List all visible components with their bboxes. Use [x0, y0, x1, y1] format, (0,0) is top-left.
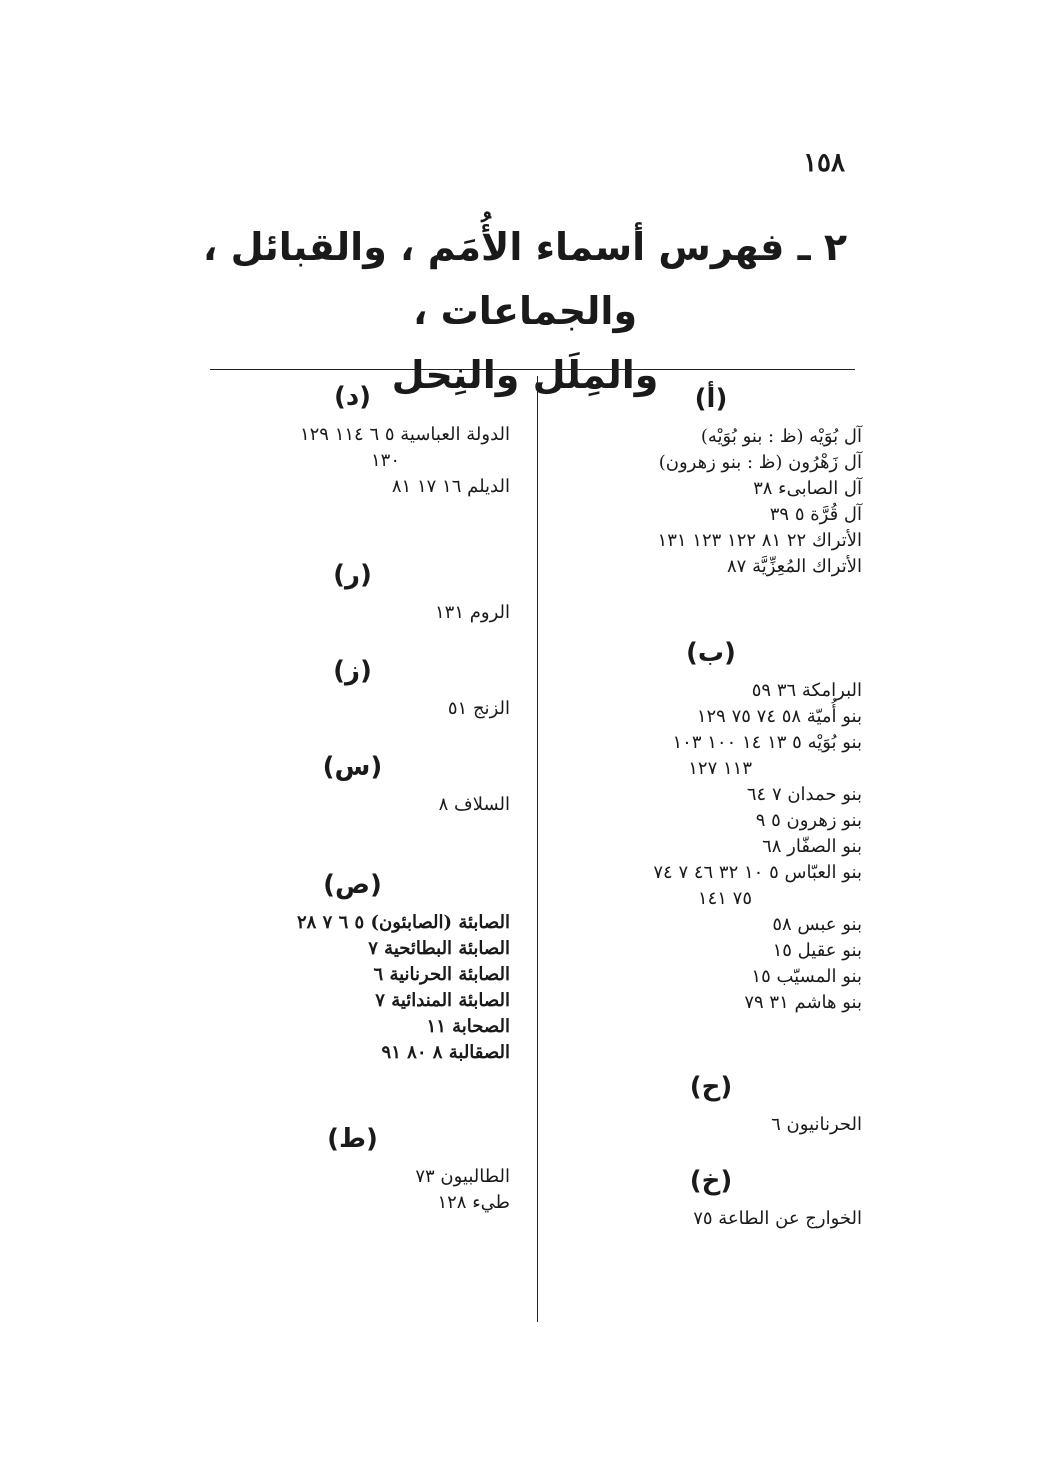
section-heading: (أ) [694, 384, 728, 414]
index-entry: الصحابة ١١ [426, 1016, 510, 1037]
section-heading: (س) [322, 752, 383, 782]
index-entry: السلاف ٨ [438, 794, 510, 815]
index-entry: آل بُوَيْه (ظ : بنو بُوَيْه) [700, 426, 862, 447]
section-ra [195, 554, 510, 626]
index-entry: بنو المسيّب ١٥ [751, 966, 862, 987]
section-ba [560, 632, 862, 1016]
section-heading: (د) [333, 382, 372, 412]
index-entry: الصابئة البطائحية ٧ [368, 938, 510, 959]
index-entry: الأتراك المُعِزِّيَّة ٨٧ [727, 556, 862, 577]
section-ha [560, 1066, 862, 1138]
section-sin [195, 746, 510, 818]
title-line-2: والمِلَل والنِحل [391, 353, 659, 397]
section-heading: (ط) [327, 1124, 378, 1154]
index-entry: آل زَهْرُون (ظ : بنو زهرون) [658, 452, 862, 473]
page-number: ١٥٨ [803, 148, 845, 178]
index-entry: الروم ١٣١ [435, 602, 510, 623]
section-zay [195, 650, 510, 722]
section-heading: (ر) [333, 560, 372, 590]
index-entry: بنو عقيل ١٥ [772, 940, 862, 961]
index-entry: الخوارج عن الطاعة ٧٥ [693, 1208, 862, 1229]
index-entry: بنو زهرون ٥ ٩ [755, 810, 862, 831]
index-entry: الأتراك ٢٢ ٨١ ١٢٢ ١٢٣ ١٣١ [657, 530, 862, 551]
index-entry: بنو هاشم ٣١ ٧٩ [744, 992, 862, 1013]
index-column-left [195, 376, 510, 1216]
index-entry: الدولة العباسية ٥ ٦ ١١٤ ١٢٩ [299, 424, 510, 445]
index-entry: بنو بُوَيْه ٥ ١٣ ١٤ ١٠٠ ١٠٣ [672, 732, 862, 753]
section-heading: (ص) [323, 870, 382, 900]
section-sad [195, 864, 510, 1066]
index-entry: الصابئة (الصابئون) ٥ ٦ ٧ ٢٨ [297, 912, 510, 933]
section-ta [195, 1118, 510, 1216]
section-heading: (ز) [333, 656, 372, 686]
section-kha [560, 1160, 862, 1232]
index-entry-continuation: ١٣٠ [370, 450, 400, 471]
index-column-right [560, 376, 862, 1232]
section-heading: (ح) [689, 1072, 733, 1102]
section-heading: (ب) [686, 638, 736, 668]
index-entry: الطالبيون ٧٣ [415, 1166, 510, 1187]
column-divider [537, 376, 538, 1322]
index-entry: بنو الصفّار ٦٨ [762, 836, 862, 857]
index-entry-continuation: ١١٣ ١٢٧ [688, 758, 752, 779]
index-entry: بنو أُميّة ٥٨ ٧٤ ٧٥ ١٢٩ [696, 706, 862, 727]
section-heading: (خ) [689, 1166, 733, 1196]
top-rule [210, 369, 855, 370]
index-entry: الزنج ٥١ [447, 698, 510, 719]
index-entry: بنو عبس ٥٨ [772, 914, 862, 935]
section-dal [195, 376, 510, 500]
index-entry: الصابئة الحرنانية ٦ [373, 964, 510, 985]
index-entry: الحرنانيون ٦ [771, 1114, 862, 1135]
index-entry: آل قُرَّة ٥ ٣٩ [769, 504, 862, 525]
index-entry: آل الصابىء ٣٨ [753, 478, 862, 499]
index-entry: البرامكة ٣٦ ٥٩ [751, 680, 862, 701]
index-entry: طيء ١٢٨ [437, 1192, 510, 1213]
index-entry: الصابئة المندائية ٧ [375, 990, 510, 1011]
index-entry-continuation: ٧٥ ١٤١ [697, 888, 752, 909]
section-alif [560, 378, 862, 580]
index-entry: بنو العبّاس ٥ ١٠ ٣٢ ٤٦ ٧ ٧٤ [653, 862, 862, 883]
index-entry: بنو حمدان ٧ ٦٤ [746, 784, 862, 805]
index-entry: الديلم ١٦ ١٧ ٨١ [391, 476, 510, 497]
index-entry: الصقالبة ٨ ٨٠ ٩١ [381, 1042, 510, 1063]
title-line-1: ٢ ـ فهرس أسماء الأُمَم ، والقبائل ، والجماعات ، [202, 225, 848, 333]
